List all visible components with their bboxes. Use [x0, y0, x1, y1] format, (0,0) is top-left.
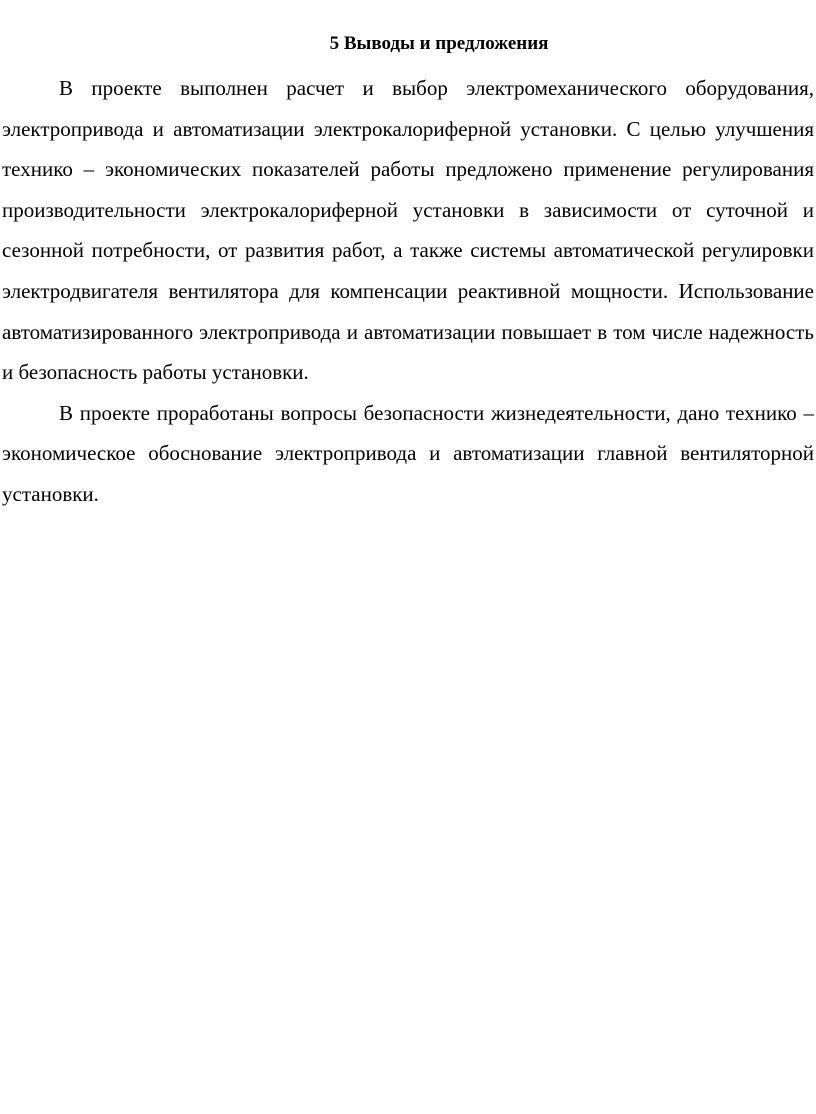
paragraph-safety-economics: В проекте проработаны вопросы безопасности жизнедеятельности, дано технико – экономическое обоснование электропривода и автоматизации главной вентиляторной установки. [2, 400, 814, 506]
section-title: 5 Выводы и предложения [329, 33, 549, 54]
paragraph-conclusions: В проекте выполнен расчет и выбор электромеханического оборудования, электропривода и автоматизации электрокалориферной установки. С целью улучшения технико – экономических показателей работы предложено применение регулирования производительности электрокалориферной установки в зависимости от суточной и сезонной потребности, от развития работ, а также системы автоматической регулировки электродвигателя вентилятора для компенсации реактивной мощности. Использование автоматизированного электропривода и автоматизации повышает в том числе надежность и безопасность работы установки. [2, 76, 814, 385]
